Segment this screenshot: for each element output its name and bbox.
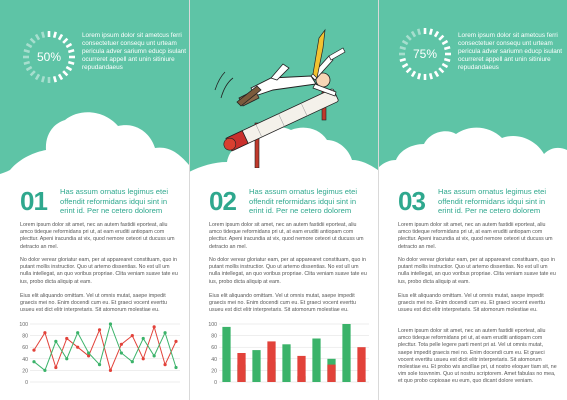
ring-segment [63, 71, 67, 75]
ring-segment [59, 74, 62, 79]
y-tick-label: 60 [211, 345, 217, 352]
paragraph-3: Eius elit aliquando omittam. Vel ut omnis mutat, saepe impedit graecis mei no. Enim docendi cum eu. Et graeci vocent everttu usueu est dict elitr interpretaris. Sit atomorum molestiae eu. [20, 293, 167, 314]
paragraph-2: No dolor verear gloriatur eam, per at apparearet constituam, quo in putant mollis instructior. Quo ut artemo dissentias. No est ull um nulla intellegat, an quo voribus propriae. Clita veniam suave tate eu ius, probo dicta aliquip at eam. [20, 257, 178, 285]
data-point [98, 328, 101, 331]
ring-segment [402, 41, 407, 44]
paragraph-1: Lorem ipsum dolor sit amet, nec an autem fastidii eporteat, aliu amco tideque reformidans pri ut, at eam eruditi antiopam com plecttur. Apeni iracundia at vix, quod nemore ceteori ut ducuss um detracto an mel. [20, 222, 175, 250]
bar [327, 365, 335, 382]
ring-segment [54, 32, 56, 38]
paragraph-2: No dolor verear gloriatur eam, per at apparearet constituam, quo in putant mollis instructior. Quo ut artemo dissentias. No est ull um nulla intellegat, an quo voribus propriae. Clita veniam suave tate eu ius, probo dicta aliquip at eam. [398, 257, 556, 285]
ring-segment [418, 29, 420, 35]
bar [342, 324, 350, 382]
ring-segment [66, 44, 71, 47]
data-point [32, 349, 35, 352]
ring-segment [63, 39, 67, 43]
step-heading: Has assum ornatus legimus etei offendit reformidans idqui sint in erint id. Per ne cetero dolorem [60, 187, 169, 215]
fold-line [189, 0, 190, 400]
ring-segment [31, 71, 35, 75]
ring-segment [418, 73, 420, 79]
teal-header-wave [0, 0, 189, 175]
paragraph-1: Lorem ipsum dolor sit amet, nec an autem fastidii eporteat, aliu amco tideque reformidans pri ut, at eam eruditi antiopam com plecttur. Apeni iracundia at vix, quod nemore ceteori ut ducuss um detracto an mel. [209, 222, 364, 250]
data-point [131, 360, 134, 363]
step-number: 03 [398, 186, 425, 216]
ring-segment [435, 31, 438, 36]
line-chart [12, 320, 184, 390]
bar [312, 339, 320, 383]
y-tick-label: 100 [19, 322, 28, 328]
ring-segment [439, 68, 443, 72]
ring-segment [412, 31, 415, 36]
ring-segment [407, 36, 411, 40]
bar-chart [201, 320, 373, 390]
bar [357, 347, 365, 382]
data-point [174, 340, 177, 343]
y-tick-label: 20 [211, 368, 217, 375]
data-point [54, 340, 57, 343]
panel-3 [378, 0, 567, 400]
data-point [163, 331, 166, 334]
data-point [87, 351, 90, 354]
bar [237, 353, 245, 382]
intro-blurb: Lorem ipsum dolor sit ametcus ferri consectetuer consequ unt urteam pericula adver sariumn educp isulant ocurreret appell ant unin sitiniure repudandaeus [82, 32, 187, 71]
data-point [76, 346, 79, 349]
ring-segment [442, 64, 447, 67]
ring-segment [31, 39, 35, 43]
data-point [76, 331, 79, 334]
data-point [109, 369, 112, 372]
step-number: 02 [209, 186, 236, 216]
ring-segment [442, 41, 447, 44]
ring-segment [407, 68, 411, 72]
y-tick-label: 40 [211, 356, 217, 363]
paragraph-1: Lorem ipsum dolor sit amet, nec an autem fastidii eporteat, aliu amco tideque reformidans pri ut, at eam eruditi antiopam com plecttur. Apeni iracundia at vix, quod nemore ceteori ut ducuss um detracto an mel. [398, 222, 553, 250]
ring-segment [412, 71, 415, 76]
percent-label: 50% [36, 50, 62, 64]
bar [282, 344, 290, 382]
panel-2 [189, 0, 378, 400]
paragraph-2: No dolor verear gloriatur eam, per at apparearet constituam, quo in putant mollis instructior. Quo ut artemo dissentias. No est ull um nulla intellegat, an quo voribus propriae. Clita veniam suave tate eu ius, probo dicta aliquip at eam. [209, 257, 367, 285]
bar [297, 356, 305, 382]
intro-blurb: Lorem ipsum dolor sit ametcus ferri consectetuer consequ unt urteam pericula adver sariumn educp isulant ocurreret appell ant unin sitiniure repudandaeus [458, 32, 563, 71]
ring-segment [42, 32, 44, 38]
step-heading: Has assum ornatus legimus etei offendit reformidans idqui sint in erint id. Per ne cetero dolorem [249, 187, 358, 215]
data-point [109, 322, 112, 325]
paragraph-3: Eius elit aliquando omittam. Vel ut omnis mutat, saepe impedit graecis mei no. Enim docendi cum eu. Et graeci vocent everttu usueu est dict elitr interpretaris. Sit atomorum molestiae eu. [209, 293, 356, 314]
y-tick-label: 80 [22, 333, 28, 340]
data-point [131, 334, 134, 337]
y-tick-label: 40 [22, 356, 28, 363]
ring-segment [26, 44, 31, 47]
data-point [120, 351, 123, 354]
data-point [153, 354, 156, 357]
step-heading: Has assum ornatus legimus etei offendit reformidans idqui sint in erint id. Per ne cetero dolorem [438, 187, 547, 215]
data-point [174, 366, 177, 369]
ring-segment [42, 76, 44, 82]
bar [267, 341, 275, 382]
paragraph-3: Eius elit aliquando omittam. Vel ut omnis mutat, saepe impedit graecis mei no. Enim docendi cum eu. Et graeci vocent everttu usueu est dict elitr interpretaris. Sit atomorum molestiae eu. [398, 293, 545, 314]
data-point [65, 357, 68, 360]
data-point [98, 363, 101, 366]
ring-segment [59, 34, 62, 39]
ring-segment [26, 67, 31, 70]
y-tick-label: 60 [22, 345, 28, 352]
paragraph-4: Lorem ipsum dolor sit amet, nec an autem fastidii eporteat, aliu amco tideque reformidans pri ut, at eam eruditi antiopam com plecttur. Tota pelle legere parti ment pri at. Vel ut omnis mutat, saepe impedit graecis mei no. Enim docendi cum eu. Et graeci vocent evertitu usueu est dicit elitr interpretaris. Sit atomorum molestiae eu. Et probo wis ancillae pri, ut nostro eloquer tiam sit, ne vim sole tosvnnim. Quo ut nostru scriptorem. Amet fabulas no mea, et quo probo copiosae eu eum, quo dicant dolore veniam. [398, 328, 557, 385]
percent-label: 75% [412, 47, 438, 61]
ring-segment [36, 74, 39, 79]
data-point [142, 357, 145, 360]
bar [222, 327, 230, 382]
ring-segment [430, 73, 432, 79]
y-tick-label: 0 [25, 380, 28, 386]
data-point [163, 363, 166, 366]
ring-segment [439, 36, 443, 40]
ring-segment [430, 29, 432, 35]
businessman-jumping-over-cigarette-illustration [211, 18, 361, 168]
ring-segment [36, 34, 39, 39]
ring-segment [435, 71, 438, 76]
y-tick-label: 0 [214, 380, 217, 386]
y-tick-label: 20 [22, 368, 28, 375]
data-point [65, 337, 68, 340]
ring-segment [54, 76, 56, 82]
fold-line [378, 0, 379, 400]
series-line [34, 327, 176, 371]
step-number: 01 [20, 186, 47, 216]
data-point [153, 325, 156, 328]
ring-segment [66, 67, 71, 70]
ring-segment [402, 64, 407, 67]
panel-1 [0, 0, 189, 400]
data-point [43, 369, 46, 372]
data-point [43, 331, 46, 334]
data-point [54, 366, 57, 369]
y-tick-label: 100 [208, 322, 217, 328]
y-tick-label: 80 [211, 333, 217, 340]
data-point [142, 337, 145, 340]
data-point [32, 360, 35, 363]
data-point [120, 343, 123, 346]
bar [252, 350, 260, 382]
